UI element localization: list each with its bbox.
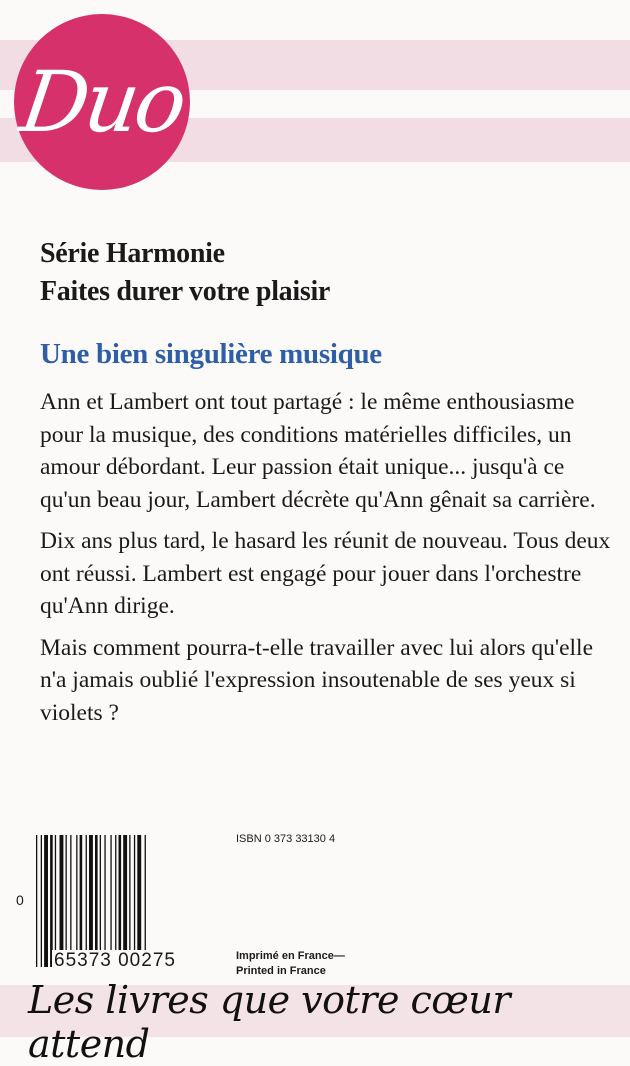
book-title: Une bien singulière musique — [40, 338, 382, 370]
duo-logo — [14, 14, 190, 190]
barcode — [36, 835, 192, 967]
barcode-bar — [41, 835, 42, 967]
barcode-bar — [70, 835, 71, 967]
printed-en: Printed in France — [236, 965, 326, 977]
barcode-bar — [145, 835, 146, 967]
printed-fr: Imprimé en France— — [236, 950, 345, 962]
barcode-prefix: 0 — [16, 892, 24, 908]
barcode-bar — [123, 835, 127, 967]
barcode-bar — [66, 835, 67, 967]
blurb — [40, 386, 620, 738]
printed-in — [236, 949, 345, 979]
barcode-bar — [119, 835, 122, 967]
barcode-bar — [36, 835, 37, 967]
barcode-bar — [134, 835, 135, 967]
barcode-bar — [80, 835, 83, 967]
blurb-paragraph: Mais comment pourra-t-elle travailler avec lui alors qu'elle n'a jamais oublié l'expression insoutenable de ses yeux si violets ? — [40, 634, 593, 726]
barcode-number: 65373 00275 — [54, 950, 176, 971]
barcode-bar — [95, 835, 98, 967]
barcode-bar — [89, 835, 93, 967]
barcode-bar — [76, 835, 77, 967]
barcode-bar — [60, 835, 64, 967]
barcode-bar — [137, 835, 141, 967]
barcode-bar — [55, 835, 56, 967]
barcode-bar — [100, 835, 101, 967]
blurb-paragraph: Dix ans plus tard, le hasard les réunit de nouveau. Tous deux ont réussi. Lambert est engagé pour jouer dans l'orchestre qu'Ann dirige. — [40, 528, 611, 619]
isbn: ISBN 0 373 33130 4 — [236, 833, 336, 845]
barcode-bar — [115, 835, 116, 967]
logo-text: Duo — [15, 53, 189, 151]
barcode-bar — [110, 835, 111, 967]
slogan: Les livres que votre cœur attend — [28, 978, 511, 1066]
blurb-paragraph: Ann et Lambert ont tout partagé : le même enthousiasme pour la musique, des conditions matérielles difficiles, un amour débordant. Leur passion était unique... jusqu'à ce qu'un beau jour, Lambert décrète qu'Ann gênait sa carrière. — [40, 389, 596, 513]
barcode-bar — [129, 835, 130, 967]
barcode-bar — [50, 835, 53, 967]
barcode-bar — [44, 835, 48, 967]
barcode-bar — [86, 835, 87, 967]
series-name: Série Harmonie — [40, 238, 225, 269]
series-tagline: Faites durer votre plaisir — [40, 276, 331, 307]
barcode-bar — [104, 835, 105, 967]
